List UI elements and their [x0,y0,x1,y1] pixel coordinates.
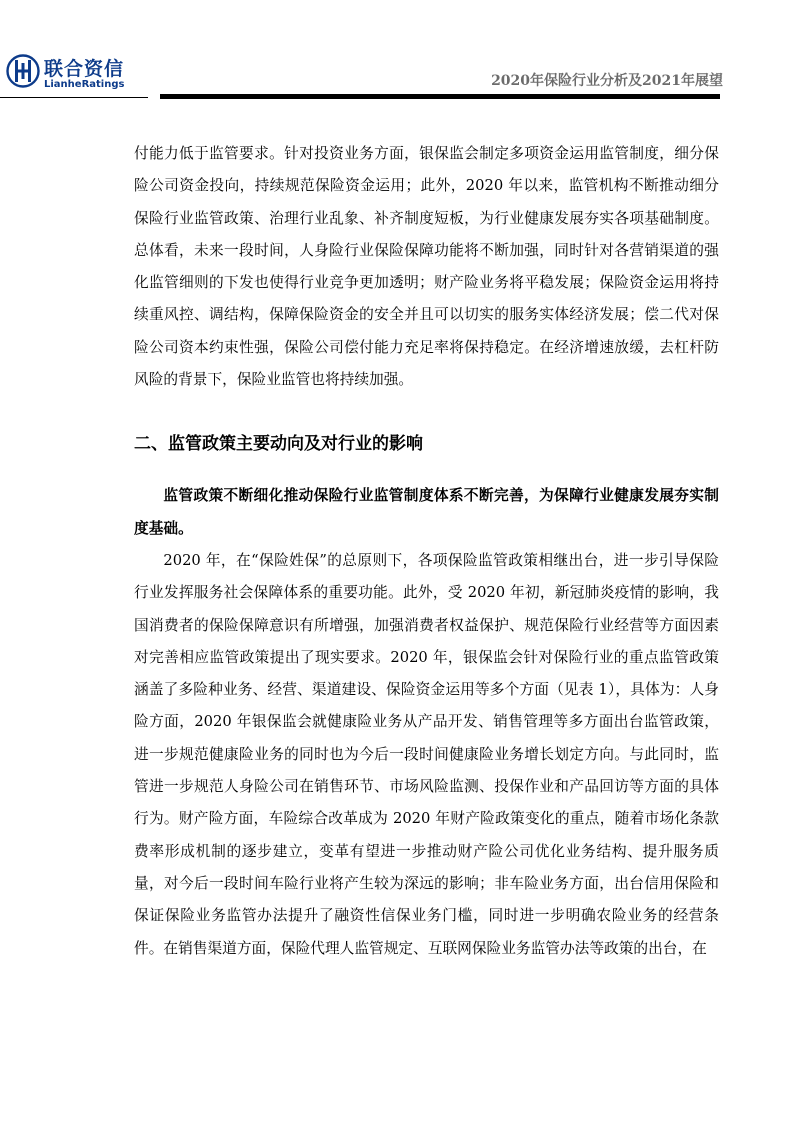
section-heading: 二、监管政策主要动向及对行业的影响 [134,434,423,455]
bold-lead-paragraph: 监管政策不断细化推动保险行业监管制度体系不断完善，为保障行业健康发展夯实制度基础。 [134,487,719,537]
paragraph-main: 2020 年，在“保险姓保”的总原则下，各项保险监管政策相继出台，进一步引导保险行业发挥服务社会保障体系的重要功能。此外，受 2020 年初，新冠肺炎疫情的影响，我国消费者的保险保障意识有所增强，加强消费者权益保护、规范保险行业经营等方面因素对完善相应监管政策提出了现实要求。2020 年，银保监会针对保险行业的重点监管政策涵盖了多险种业务、经营、渠道建设、保险资金运用等多个方面（见表 1），具体为：人身险方面，2020 年银保监会就健康险业务从产品开发、销售管理等多方面出台监管政策，进一步规范健康险业务的同时也为今后一段时间健康险业务增长划定方向。与此同时，监管进一步规范人身险公司在销售环节、市场风险监测、投保作业和产品回访等方面的具体行为。财产险方面，车险综合改革成为 2020 年财产险政策变化的重点，随着市场化条款费率形成机制的逐步建立，变革有望进一步推动财产险公司优化业务结构、提升服务质量，对今后一段时间车险行业将产生较为深远的影响；非车险业务方面，出台信用保险和保证保险业务监管办法提升了融资性信保业务门槛，同时进一步明确农险业务的经营条件。在销售渠道方面，保险代理人监管规定、互联网保险业务监管办法等政策的出台，在 [134,551,719,957]
header-divider-thin [0,97,148,98]
paragraph-continued: 付能力低于监管要求。针对投资业务方面，银保监会制定多项资金运用监管制度，细分保险公司资金投向，持续规范保险资金运用；此外，2020 年以来，监管机构不断推动细分保险行业监管政策、治理行业乱象、补齐制度短板，为行业健康发展夯实各项基础制度。总体看，未来一段时间，人身险行业保险保障功能将不断加强，同时针对各营销渠道的强化监管细则的下发也使得行业竞争更加透明；财产险业务将平稳发展；保险资金运用将持续重风控、调结构，保障保险资金的安全并且可以切实的服务实体经济发展；偿二代对保险公司资本约束性强，保险公司偿付能力充足率将保持稳定。在经济增速放缓，去杠杆防风险的背景下，保险业监管也将持续加强。 [134,145,719,389]
lianhe-logo-icon [6,54,40,88]
report-title: 2020年保险行业分析及2021年展望 [491,73,723,89]
header-divider [160,94,720,99]
brand-logo [6,54,146,96]
page-body [134,138,719,965]
brand-name-cn: 联合资信 [44,58,125,80]
brand-name-en: LianheRatings [44,79,125,90]
page-header [0,0,793,110]
